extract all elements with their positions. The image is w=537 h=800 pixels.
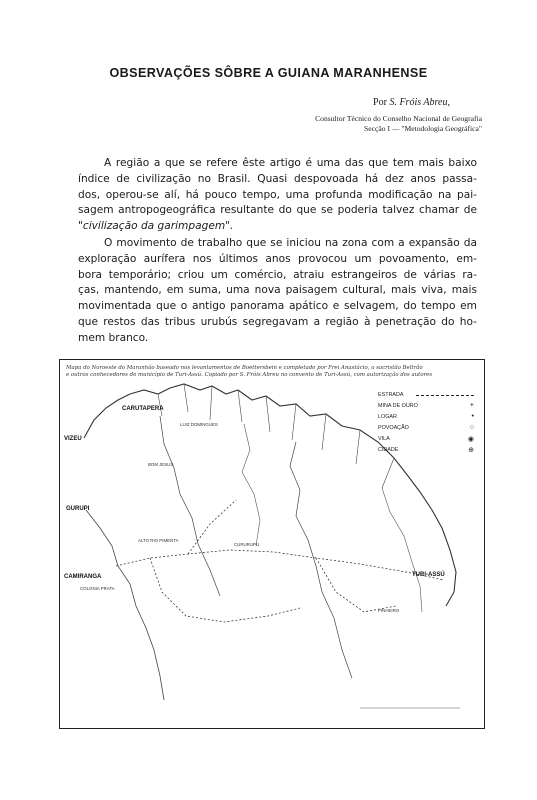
legend-settlement [378,425,474,436]
city-cross-circle-icon: ⊕ [468,447,474,454]
paragraph-line: índice de civilização no Brasil. Quasi despovoada há dez anos passa- [78,172,477,185]
place-camiranga: CAMIRANGA [64,574,102,580]
legend-mine [378,403,474,414]
river-turiacu [290,442,352,678]
place-carutapera: CARUTAPERA [122,406,164,412]
place-dot-icon: • [471,413,474,420]
author-name: S. Fróis Abreu, [389,97,450,108]
legend-road [378,392,474,403]
affiliation-line-1: Consultor Técnico do Conselho Nacional de Geografia [315,114,482,123]
paragraph-line: bora temporário; criou um comércio, atraiu estrangeiros de várias ra- [78,268,477,281]
paragraph-line: que restos das tribus urubús segregavam a região à penetração do ho- [78,315,477,328]
legend-place [378,414,474,425]
paragraph-line: "civilização da garimpagem". [78,220,234,233]
affiliation-line-2: Secção I — "Metodologia Geográfica" [364,124,482,133]
paragraph-line: dos, operou-se alí, há pouco tempo, uma profunda modificação na pai- [78,188,477,201]
paragraph-line: sagem antropogeográfica resultante do que se poderia talvez chamar de [78,204,477,217]
place-gurupi: GURUPI [66,506,90,512]
river-parua [242,424,260,546]
legend-village-label: VILA [378,436,390,442]
village-ring-icon: ◉ [467,436,474,443]
author-affiliation [250,114,482,134]
paragraph-line: A região a que se refere êste artigo é uma das que tem mais baixo [104,157,477,169]
legend-mine-label: MINA DE OURO [378,403,418,409]
paragraph-line: movimentada que o antigo panorama apático e selvagem, do tempo em [78,300,477,313]
place-viseu: VIZEU [64,436,82,442]
place-alto-rio-pimenta: ALTO RIO PIMENTA [138,538,179,543]
byline [300,97,450,108]
paragraph-2 [78,236,477,347]
paragraph-line: O movimento de trabalho que se iniciou na zona com a expansão da [104,237,477,249]
road-line-icon [416,395,474,396]
legend-road-label: ESTRADA [378,392,404,398]
legend-settlement-label: POVOAÇÃO [378,425,409,431]
settlement-circle-icon: ○ [469,424,474,431]
paragraph-1 [78,156,477,235]
byline-prefix: Por [373,97,387,108]
map-legend [378,392,474,458]
river-east [382,488,422,612]
map-caption-line-1: Mapa do Noroeste do Maranhão baseado nos levantamentos de Boettersbein e completado por Frei Anastácio, o sacristão Beltrão [66,365,423,371]
place-cururupu: CURURUPU [234,542,260,547]
map-figure [59,359,485,729]
paragraph-line: mem branco. [78,331,149,344]
river-maracassume [160,416,220,596]
paragraph-line: exploração aurífera nos últimos anos provocou um povoamento, em- [78,252,477,265]
map-caption [66,365,480,379]
place-colonia-prata: COLONIA PRATA [80,586,115,591]
coast-inlets [158,384,394,488]
road-network [116,500,444,622]
map-caption-line-2: e outros conhecedores do município de Turi-Assú. Copiado por S. Fróis Abreu no convento de Turi-Assú, com autorização dos autores [66,372,433,378]
paragraph-line: ças, mantendo, em suma, uma nova paisagem cultural, mais viva, mais [78,284,477,297]
gold-mine-icon: + [469,402,474,409]
place-luiz-domingues: LUIZ DOMINGUES [180,422,218,427]
legend-place-label: LOGAR [378,414,397,420]
legend-city [378,447,474,458]
place-bom-jesus: BOM JESUS [148,462,174,467]
place-pinheiro: PINHEIRO [378,608,400,613]
legend-village [378,436,474,447]
legend-city-label: CIDADE [378,447,399,453]
place-turiassu: TURI-ASSÚ [412,572,445,578]
article-title: OBSERVAÇÕES SÔBRE A GUIANA MARANHENSE [109,66,428,80]
